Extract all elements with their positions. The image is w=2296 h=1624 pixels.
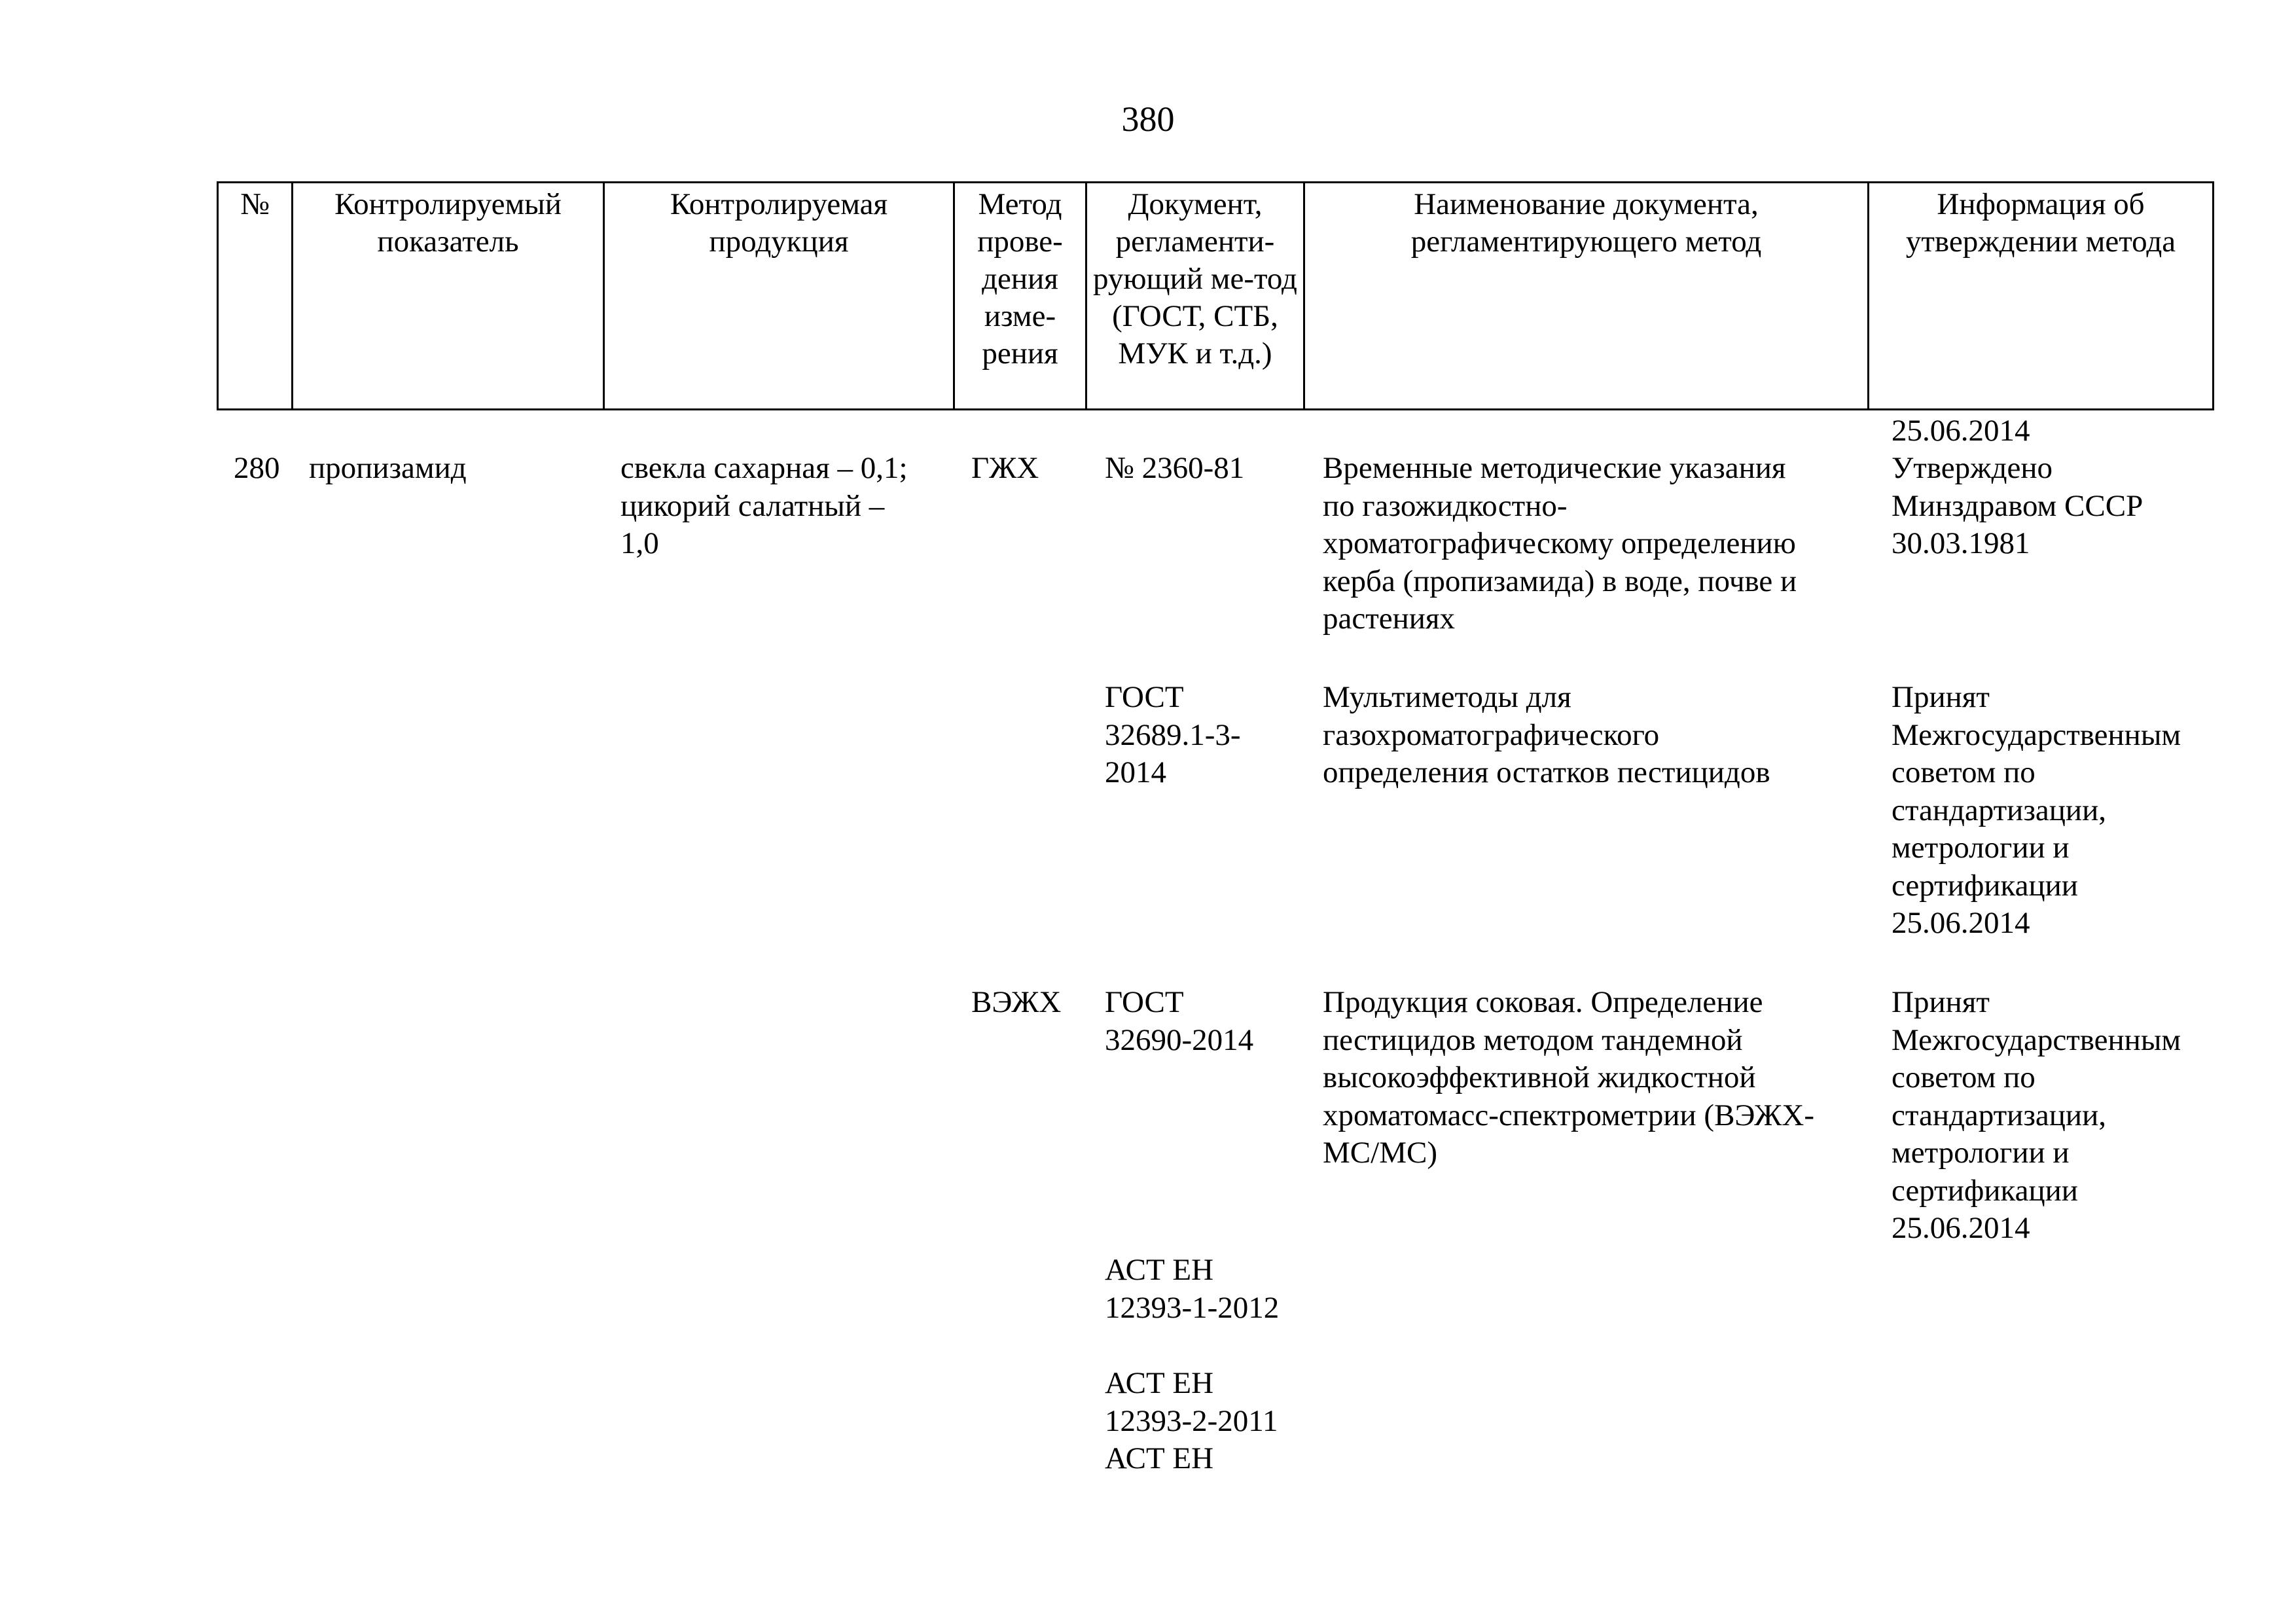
document-code: № 2360-81 [1105,451,1245,485]
table-header [217,181,2214,410]
method-vezh: ВЭЖХ [971,985,1062,1019]
row-number: 280 [234,451,280,485]
approval-info: Утверждено Минздравом СССР 30.03.1981 [1892,451,2144,560]
indicator-name: пропизамид [309,451,467,485]
document-code: ГОСТ 32690-2014 [1105,985,1254,1057]
header-row [218,183,2214,410]
document-code: АСТ ЕН 12393-1-2012 [1105,1253,1280,1325]
document-code: ГОСТ 32689.1-3- 2014 [1105,680,1241,789]
header-product: Контролируемая продукция [604,183,954,410]
header-indicator: Контролируемый показатель [293,183,604,410]
header-document-name: Наименование документа, регламентирующего метод [1304,183,1869,410]
document-name: Мультиметоды для газохроматографического определения остатков пестицидов [1323,680,1770,789]
document-name: Временные методические указания по газожидкостно- хроматографическому определению керба (пропизамида) в воде, почве и растениях [1323,451,1797,636]
header-approval: Информация об утверждении метода [1869,183,2214,410]
method-gzh: ГЖХ [971,451,1039,485]
document-code: АСТ ЕН 12393-2-2011 АСТ ЕН [1105,1366,1278,1475]
approval-info: Принят Межгосударственным советом по стандартизации, метрологии и сертификации 25.06.2014 [1892,985,2181,1245]
document-name: Продукция соковая. Определение пестицидов методом тандемной высокоэффективной жидкостной хроматомасс-спектрометрии (ВЭЖХ- МС/МС) [1323,985,1814,1170]
product-list: свекла сахарная – 0,1; цикорий салатный – 1,0 [620,451,908,560]
header-document: Документ, регламенти-рующий ме-тод (ГОСТ, СТБ, МУК и т.д.) [1086,183,1304,410]
carryover-date: 25.06.2014 [1892,414,2030,448]
approval-info: Принят Межгосударственным советом по стандартизации, метрологии и сертификации 25.06.2014 [1892,680,2181,940]
page-number: 380 [1121,99,1175,139]
header-method: Метод прове-дения изме-рения [954,183,1086,410]
header-number: № [218,183,293,410]
